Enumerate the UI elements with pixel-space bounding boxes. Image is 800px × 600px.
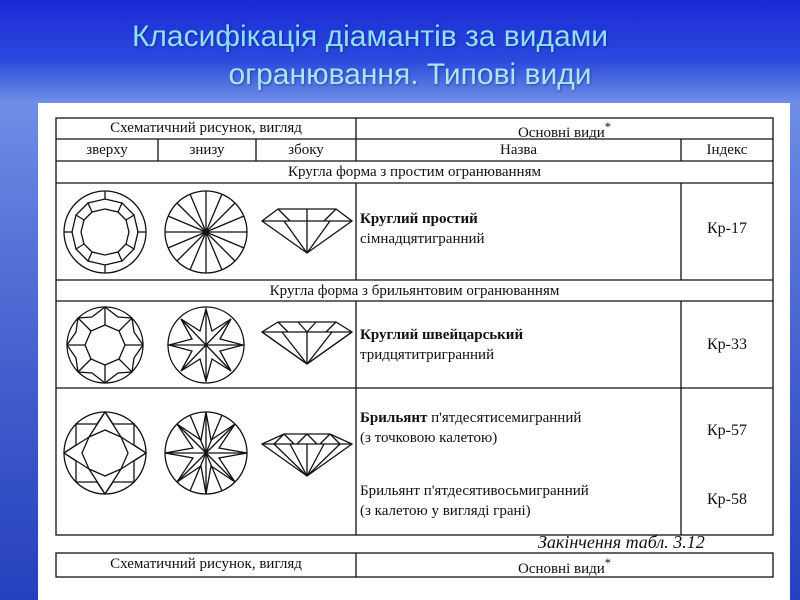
row1-index: Кр-17 [707,220,747,237]
brilliant-top-icon [62,410,148,496]
subheader-index: Індекс [706,142,748,158]
row1-desc: сімнадцятигранний [360,231,485,247]
row4-desc: (з калетою у вигляді грані) [360,503,531,519]
header-mark: * [604,120,612,134]
header-right: Основні види* [517,120,612,141]
section-brilliant: Кругла форма з брильянтовим огранюванням [269,283,560,299]
title-line-2: огранювання. Типові види [228,58,592,91]
repeat-header-left: Схематичний рисунок, вигляд [110,556,302,572]
swiss-side-icon [260,318,354,368]
row3-name-rest: п'ятдесятисемигранний [427,410,582,426]
swiss-bottom-icon [163,305,249,385]
row3-name [360,410,581,427]
row3-index: Кр-57 [707,422,747,439]
row2-name: Круглий швейцарський [360,327,524,343]
row3-name-bold: Брильянт [360,410,428,426]
swiss-top-icon [62,305,148,385]
round-simple-top-icon [62,189,148,275]
row4-index: Кр-58 [707,491,747,508]
subheader-top: зверху [86,142,128,158]
subheader-bottom: знизу [189,142,225,158]
header-left: Схематичний рисунок, вигляд [110,120,302,136]
row4-name: Брильянт п'ятдесятивосьмигранний [360,483,589,499]
subheader-name: Назва [500,142,537,158]
title-line-1: Класифікація діамантів за видами [131,20,609,53]
subheader-side: збоку [288,142,324,158]
repeat-header-mark: * [604,556,612,570]
round-simple-side-icon [260,205,354,255]
brilliant-side-icon [260,430,354,480]
section-simple: Кругла форма з простим огранюванням [288,164,541,180]
brilliant-bottom-icon [163,410,249,496]
row3-desc: (з точковою калетою) [360,430,498,446]
slide-title [0,18,800,94]
table-caption: Закінчення табл. 3.12 [538,532,705,552]
row2-desc: тридцятитригранний [360,347,495,363]
repeat-header-right: Основні види* [517,556,612,577]
table-sheet [38,103,790,600]
round-simple-bottom-icon [163,189,249,275]
row1-name: Круглий простий [360,211,478,227]
row2-index: Кр-33 [707,336,747,353]
